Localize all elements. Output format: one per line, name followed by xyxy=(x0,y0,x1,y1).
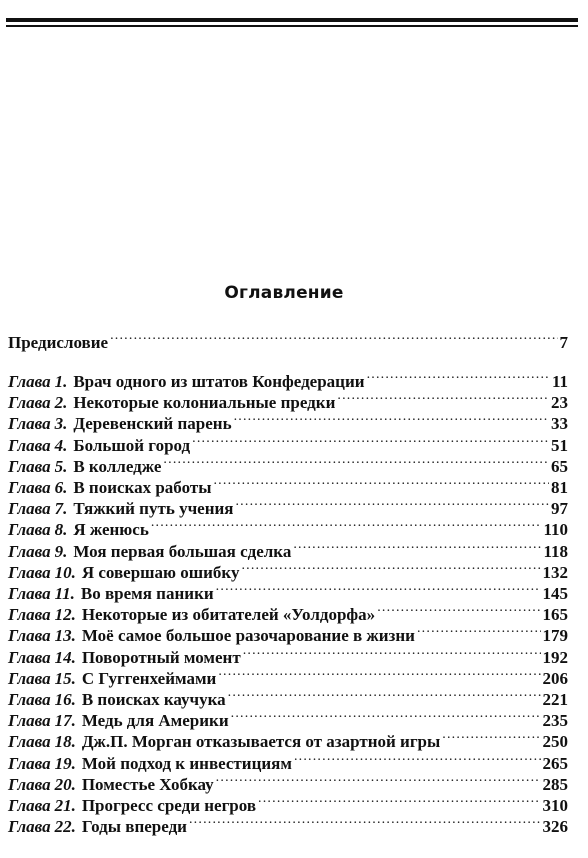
chapter-number: 14. xyxy=(54,647,76,667)
chapter-number: 22. xyxy=(54,817,76,837)
chapter-page: 285 xyxy=(542,774,568,794)
chapter-number: 3. xyxy=(54,414,68,434)
chapter-page: 11 xyxy=(551,372,568,391)
chapter-number: 7. xyxy=(54,499,68,519)
chapter-title: Годы впереди xyxy=(81,817,187,837)
chapter-page: 65 xyxy=(551,456,568,476)
chapter-word: Глава xyxy=(8,817,51,837)
dot-leader xyxy=(231,706,541,726)
toc-heading: Оглавление xyxy=(224,283,344,303)
chapter-title: Дж.П. Морган отказывается от азартной игры xyxy=(81,732,441,752)
dot-leader xyxy=(293,537,541,557)
dot-leader xyxy=(294,749,541,769)
chapter-page: 23 xyxy=(551,393,568,413)
dot-leader xyxy=(235,494,549,514)
chapter-number: 10. xyxy=(54,562,76,582)
chapter-word: Глава xyxy=(8,435,51,455)
chapter-number: 18. xyxy=(54,732,76,752)
dot-leader xyxy=(218,664,540,684)
chapter-page: 192 xyxy=(542,647,568,667)
dot-leader xyxy=(241,558,540,578)
chapter-word: Глава xyxy=(8,414,51,434)
chapter-word: Глава xyxy=(8,796,51,815)
dot-leader xyxy=(151,515,542,535)
dot-leader xyxy=(228,685,541,705)
chapter-title: С Гуггенхеймами xyxy=(81,668,217,688)
chapter-title: В поисках работы xyxy=(73,478,212,497)
chapter-title: Некоторые из обитателей «Уолдорфа» xyxy=(81,605,376,625)
chapter-word: Глава xyxy=(8,584,51,603)
dot-leader xyxy=(213,473,549,493)
chapter-page: 165 xyxy=(542,605,568,625)
chapter-word: Глава xyxy=(8,774,51,794)
chapter-number: 19. xyxy=(54,753,76,773)
chapter-page: 145 xyxy=(542,584,568,603)
dot-leader xyxy=(258,791,540,811)
chapter-title: Моя первая большая сделка xyxy=(73,541,292,561)
dot-leader xyxy=(377,600,540,620)
chapter-page: 206 xyxy=(542,668,568,688)
dot-leader xyxy=(234,409,549,429)
chapter-title: Прогресс среди негров xyxy=(81,796,257,815)
chapter-page: 118 xyxy=(543,541,568,561)
chapter-number: 9. xyxy=(54,541,68,561)
chapter-page: 179 xyxy=(542,626,568,646)
preface-title: Предисловие xyxy=(8,333,109,352)
chapter-title: Я женюсь xyxy=(73,520,149,540)
chapter-word: Глава xyxy=(8,753,51,773)
chapter-title: В колледже xyxy=(73,456,162,476)
chapter-word: Глава xyxy=(8,626,51,646)
chapter-title: Моё самое большое разочарование в жизни xyxy=(81,626,415,646)
chapter-title: Поместье Хобкау xyxy=(81,774,214,794)
chapter-number: 15. xyxy=(54,668,76,688)
dot-leader xyxy=(110,328,557,348)
chapter-number: 17. xyxy=(54,711,76,731)
chapter-word: Глава xyxy=(8,668,51,688)
chapter-title: В поисках каучука xyxy=(81,690,226,709)
dot-leader xyxy=(442,727,540,747)
chapter-title: Во время паники xyxy=(80,584,214,603)
toc-entry-preface xyxy=(8,328,568,353)
dot-leader xyxy=(216,579,541,599)
dot-leader xyxy=(189,812,541,832)
chapter-word: Глава xyxy=(8,456,51,476)
dot-leader xyxy=(243,643,541,663)
chapter-title: Большой город xyxy=(73,435,191,455)
chapter-page: 97 xyxy=(551,499,568,519)
chapter-page: 250 xyxy=(542,732,568,752)
chapter-page: 110 xyxy=(543,520,568,540)
chapter-word: Глава xyxy=(8,732,51,752)
dot-leader xyxy=(337,388,549,408)
chapter-word: Глава xyxy=(8,690,51,709)
chapter-number: 2. xyxy=(54,393,68,413)
chapter-word: Глава xyxy=(8,605,51,625)
chapter-word: Глава xyxy=(8,393,51,413)
chapter-number: 21. xyxy=(54,796,76,815)
chapter-page: 221 xyxy=(542,690,568,709)
chapter-number: 6. xyxy=(54,478,68,497)
dot-leader xyxy=(163,452,549,472)
chapter-title: Мой подход к инвестициям xyxy=(81,753,292,773)
chapter-title: Тяжкий путь учения xyxy=(73,499,234,519)
chapter-page: 235 xyxy=(542,711,568,731)
chapter-number: 8. xyxy=(54,520,68,540)
top-rule-thin xyxy=(6,25,578,27)
chapter-number: 13. xyxy=(54,626,76,646)
chapter-word: Глава xyxy=(8,647,51,667)
dot-leader xyxy=(192,431,549,451)
chapter-word: Глава xyxy=(8,478,51,497)
chapter-number: 12. xyxy=(54,605,76,625)
chapter-page: 33 xyxy=(551,414,568,434)
chapter-number: 20. xyxy=(54,774,76,794)
chapter-word: Глава xyxy=(8,499,51,519)
chapter-number: 5. xyxy=(54,456,68,476)
chapter-word: Глава xyxy=(8,520,51,540)
chapter-page: 326 xyxy=(542,817,568,837)
dot-leader xyxy=(417,621,541,641)
chapter-page: 310 xyxy=(542,796,568,815)
chapter-number: 16. xyxy=(54,690,76,709)
chapter-title: Врач одного из штатов Конфедерации xyxy=(73,372,365,391)
chapter-number: 1. xyxy=(54,372,68,391)
chapter-word: Глава xyxy=(8,562,51,582)
chapter-label xyxy=(8,817,76,837)
chapter-title: Деревенский парень xyxy=(73,414,232,434)
chapter-number: 11. xyxy=(54,584,75,603)
chapter-title: Некоторые колониальные предки xyxy=(73,393,336,413)
top-rule-thick xyxy=(6,18,578,22)
chapter-title: Я совершаю ошибку xyxy=(81,562,240,582)
chapter-page: 132 xyxy=(542,562,568,582)
chapter-word: Глава xyxy=(8,372,51,391)
chapter-title: Медь для Америки xyxy=(81,711,229,731)
dot-leader xyxy=(216,770,541,790)
chapter-title: Поворотный момент xyxy=(81,647,241,667)
chapter-page: 265 xyxy=(542,753,568,773)
chapter-word: Глава xyxy=(8,711,51,731)
chapter-word: Глава xyxy=(8,541,51,561)
chapter-page: 51 xyxy=(551,435,568,455)
preface-page: 7 xyxy=(559,333,568,352)
chapter-number: 4. xyxy=(54,435,68,455)
chapter-page: 81 xyxy=(551,478,568,497)
dot-leader xyxy=(367,367,550,387)
toc-entry-chapter xyxy=(8,812,568,837)
